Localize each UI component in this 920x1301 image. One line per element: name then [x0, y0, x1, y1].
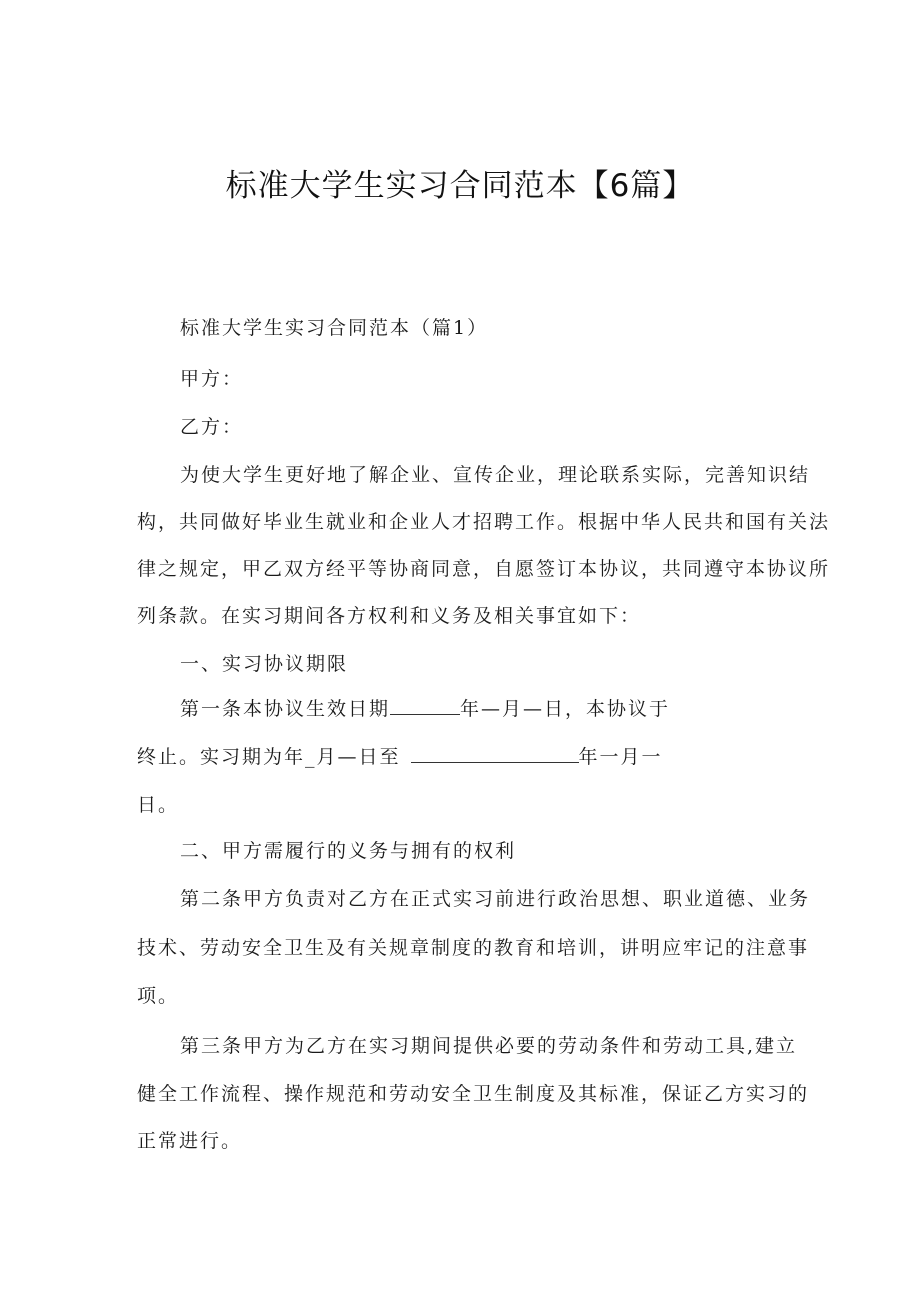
article-3-line-1: 第三条甲方为乙方在实习期间提供必要的劳动条件和劳动工具,建立: [180, 1035, 798, 1057]
party-a-label: 甲方：: [180, 368, 244, 390]
article-1-line-1: [180, 694, 670, 721]
article-2-line-3: 项。: [137, 985, 180, 1007]
article-3-line-2: 健全工作流程、操作规范和劳动安全卫生制度及其标准，保证乙方实习的: [137, 1083, 810, 1105]
article-1-line-2-pre: 终止。实习期为年_月—日至: [137, 746, 401, 768]
section-1-heading: 一、实习协议期限: [180, 653, 349, 675]
article-2-line-2: 技术、劳动安全卫生及有关规章制度的教育和培训，讲明应牢记的注意事: [137, 937, 810, 959]
article-1-line-1-post: 年—月—日，本协议于: [460, 698, 671, 720]
article-2-line-1: 第二条甲方负责对乙方在正式实习前进行政治思想、职业道德、业务: [180, 888, 811, 910]
party-b-label: 乙方：: [180, 416, 244, 438]
article-1-line-3: 日。: [137, 794, 180, 816]
article-3-line-3: 正常进行。: [137, 1130, 243, 1152]
article-1-line-1-pre: 第一条本协议生效日期: [180, 698, 391, 720]
intro-line-1: 为使大学生更好地了解企业、宣传企业，理论联系实际，完善知识结: [180, 464, 811, 486]
document-title: 标准大学生实习合同范本【6篇】: [225, 168, 695, 204]
article-1-line-2: [137, 742, 663, 769]
date-blank: [411, 746, 579, 763]
intro-line-4: 列条款。在实习期间各方权利和义务及相关事宜如下：: [137, 605, 642, 627]
date-blank: [390, 698, 460, 715]
intro-line-2: 构，共同做好毕业生就业和企业人才招聘工作。根据中华人民共和国有关法: [137, 511, 831, 533]
section-2-heading: 二、甲方需履行的义务与拥有的权利: [180, 840, 517, 862]
intro-line-3: 律之规定，甲乙双方经平等协商同意，自愿签订本协议，共同遵守本协议所: [137, 558, 831, 580]
section-subtitle: 标准大学生实习合同范本（篇1）: [180, 317, 489, 339]
article-1-line-2-post: 年一月一: [578, 746, 663, 768]
